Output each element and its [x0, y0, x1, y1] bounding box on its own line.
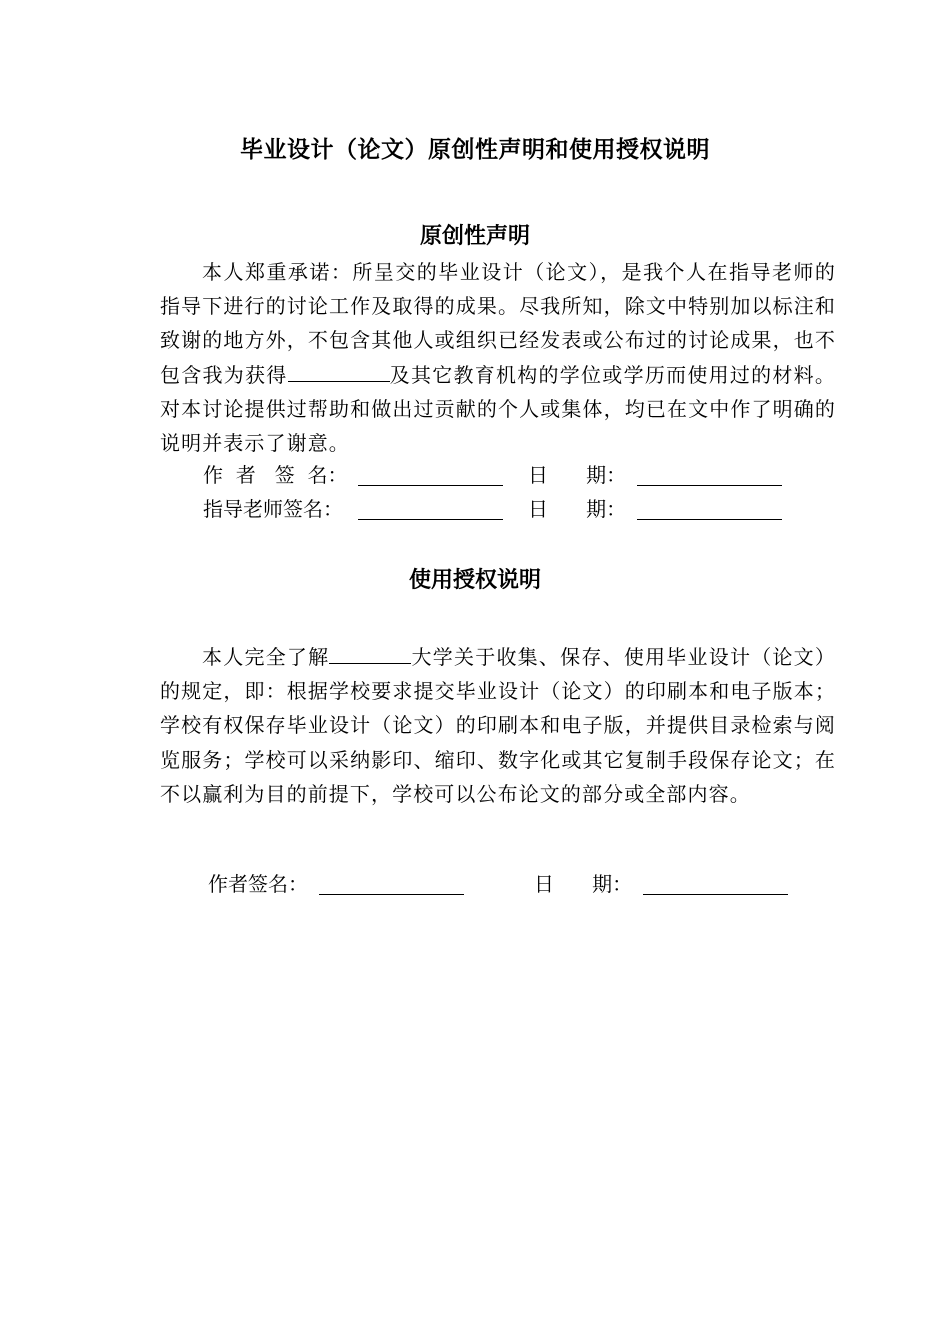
page-title: 毕业设计（论文）原创性声明和使用授权说明: [240, 137, 710, 163]
authorization-text-part1: 本人完全了解: [202, 645, 330, 669]
university-name-blank[interactable]: [329, 645, 411, 664]
authorization-date-label: 日 期：: [534, 872, 633, 896]
author-date-line[interactable]: [637, 485, 782, 486]
authorization-statement: [160, 640, 836, 811]
advisor-date-line[interactable]: [637, 519, 782, 520]
author-signature-label: 作 者 签 名：: [203, 463, 348, 487]
degree-institution-blank[interactable]: [288, 363, 390, 382]
advisor-signature-label: 指导老师签名：: [203, 497, 343, 521]
authorization-text-part2: 大学关于收集、保存、使用毕业设计（论文）的规定，即：根据学校要求提交毕业设计（论文）的印刷本和电子版本；学校有权保存毕业设计（论文）的印刷本和电子版，并提供目录检索与阅览服务；学校可以采纳影印、缩印、数字化或其它复制手段保存论文；在不以赢利为目的前提下，学校可以公布论文的部分或全部内容。: [160, 645, 836, 806]
advisor-signature-line[interactable]: [358, 519, 503, 520]
author-date-label: 日 期：: [528, 463, 627, 487]
authorization-signature-row: [0, 869, 950, 901]
originality-statement: [160, 255, 836, 460]
authorization-date-line[interactable]: [643, 894, 788, 895]
author-signature-line[interactable]: [358, 485, 503, 486]
authorization-heading: 使用授权说明: [408, 568, 541, 593]
originality-heading: 原创性声明: [419, 224, 530, 249]
authorization-signature-line[interactable]: [319, 894, 464, 895]
advisor-signature-row: [0, 494, 950, 526]
authorization-signature-label: 作者签名：: [208, 872, 308, 896]
originality-text-part2: 及其它教育机构的学位或学历而使用过的材料。对本讨论提供过帮助和做出过贡献的个人或集体，均已在文中作了明确的说明并表示了谢意。: [160, 362, 836, 456]
author-signature-row: [0, 460, 950, 492]
advisor-date-label: 日 期：: [528, 497, 627, 521]
originality-text-part1: 本人郑重承诺：所呈交的毕业设计（论文），是我个人在指导老师的指导下进行的讨论工作及取得的成果。尽我所知，除文中特别加以标注和致谢的地方外，不包含其他人或组织已经发表或公布过的讨论成果，也不包含我为获得: [160, 260, 836, 387]
